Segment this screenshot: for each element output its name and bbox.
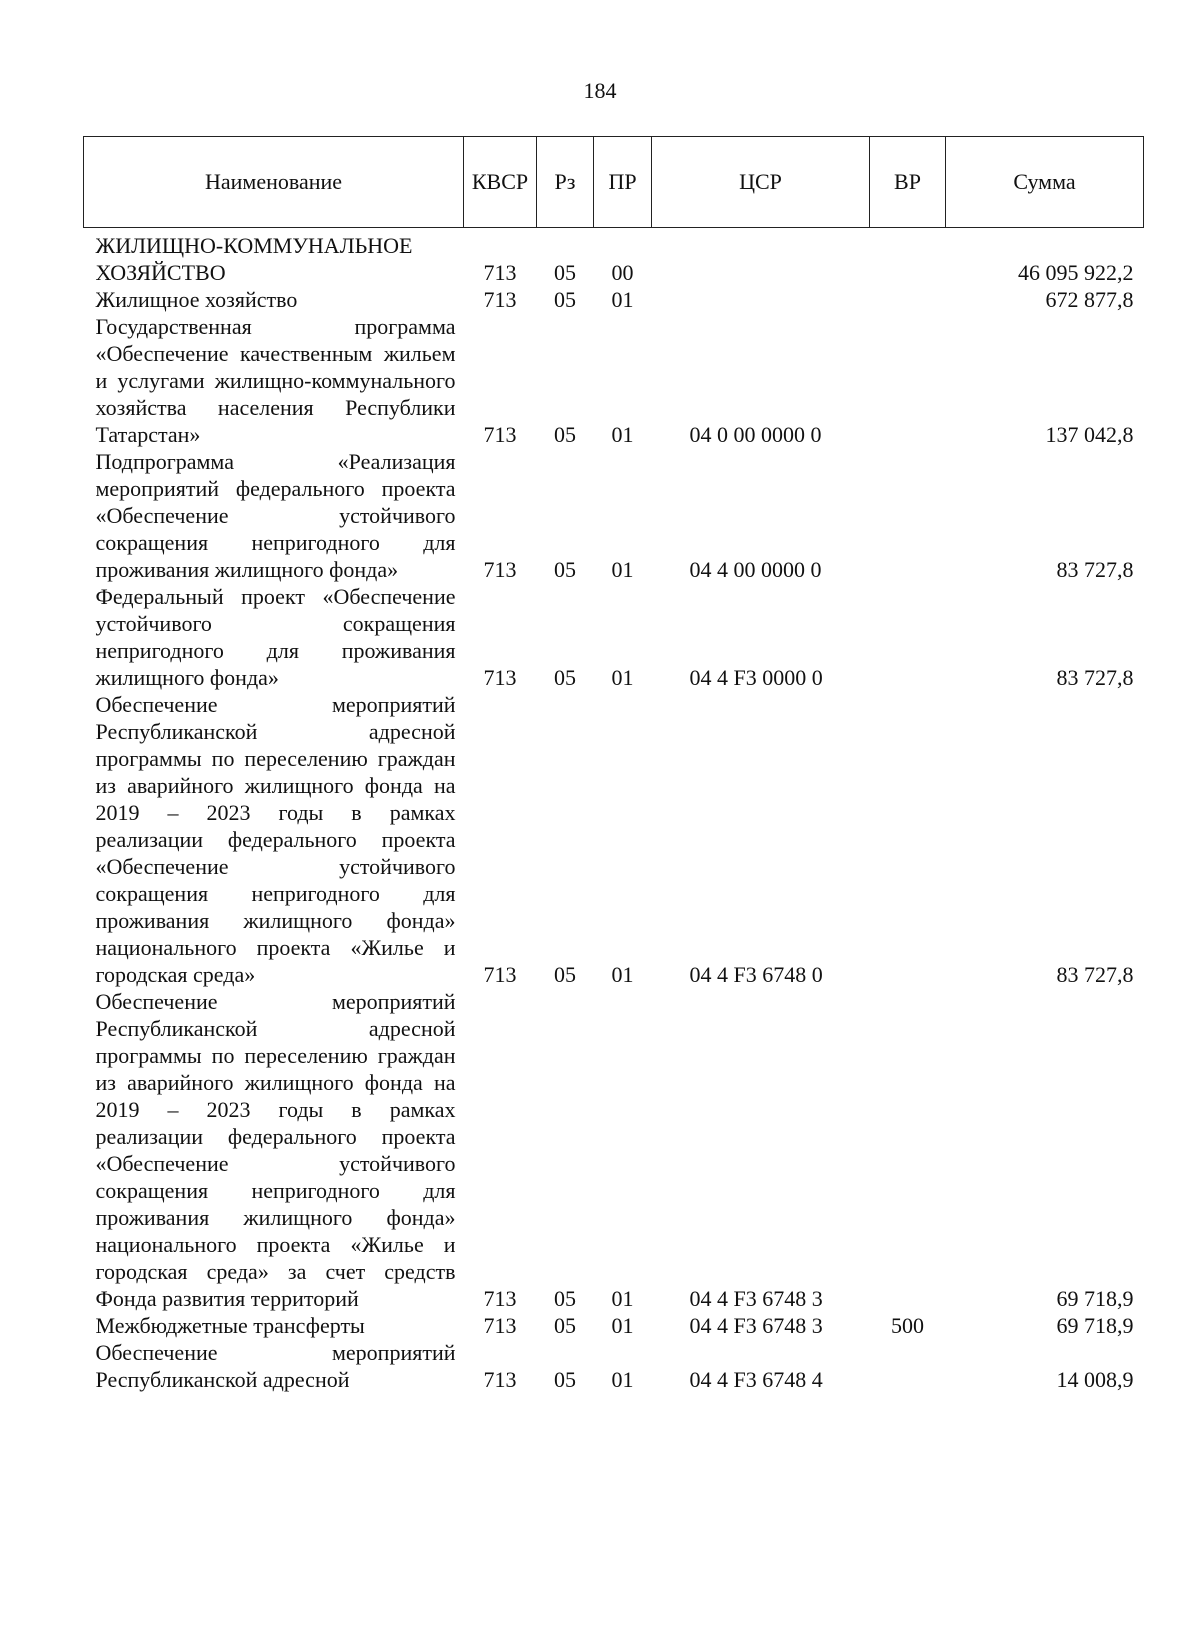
row-kvsr: 713 xyxy=(483,665,517,690)
row-pr: 01 xyxy=(611,962,634,987)
row-rz: 05 xyxy=(554,287,576,312)
table-row xyxy=(84,1312,1144,1339)
row-sum: 83 727,8 xyxy=(1056,557,1134,582)
table-row xyxy=(84,313,1144,448)
row-pr: 01 xyxy=(611,1286,634,1311)
budget-table xyxy=(83,136,1144,1393)
row-sum: 69 718,9 xyxy=(1056,1313,1134,1338)
row-csr: 04 4 F3 6748 0 xyxy=(689,962,823,987)
row-csr: 04 4 F3 6748 3 xyxy=(689,1313,823,1338)
table-header-row xyxy=(84,137,1144,228)
row-name: Обеспечение мероприятий Республиканской адресной программы по переселению граждан из аварийного жилищного фонда на 2019 – 2023 годы в рамках реализации федерального проекта «Обеспечение устойчивого сокращения непригодного для проживания жилищного фонда» национального проекта «Жилье и городская среда» за счет средств Фонда развития территорий xyxy=(95,989,456,1311)
row-name: Межбюджетные трансферты xyxy=(95,1313,365,1338)
row-rz: 05 xyxy=(554,1313,576,1338)
row-csr: 04 4 F3 6748 3 xyxy=(689,1286,823,1311)
header-sum: Сумма xyxy=(946,137,1144,228)
row-kvsr: 713 xyxy=(483,1286,517,1311)
row-name: Подпрограмма «Реализация мероприятий федерального проекта «Обеспечение устойчивого сокращения непригодного для проживания жилищного фонда» xyxy=(95,449,456,582)
table-row xyxy=(84,286,1144,313)
row-pr: 00 xyxy=(611,260,634,285)
row-rz: 05 xyxy=(554,260,576,285)
header-rz: Рз xyxy=(537,137,594,228)
row-vr xyxy=(870,988,946,1312)
row-vr xyxy=(870,691,946,988)
row-name: Государственная программа «Обеспечение качественным жильем и услугами жилищно-коммунального хозяйства населения Республики Татарстан» xyxy=(95,314,456,447)
row-kvsr: 713 xyxy=(483,422,517,447)
header-kvsr: КВСР xyxy=(464,137,537,228)
row-kvsr: 713 xyxy=(483,260,517,285)
row-vr xyxy=(870,583,946,691)
row-sum: 46 095 922,2 xyxy=(1018,260,1134,285)
row-vr xyxy=(870,228,946,287)
header-vr: ВР xyxy=(870,137,946,228)
row-vr xyxy=(870,286,946,313)
row-kvsr: 713 xyxy=(483,1367,517,1392)
row-csr: 04 4 F3 0000 0 xyxy=(689,665,823,690)
row-csr xyxy=(652,228,870,287)
table-row xyxy=(84,988,1144,1312)
row-name: Федеральный проект «Обеспечение устойчивого сокращения непригодного для проживания жилищного фонда» xyxy=(95,584,456,690)
row-name: Обеспечение мероприятий Республиканской адресной xyxy=(95,1340,456,1392)
row-sum: 672 877,8 xyxy=(1045,287,1134,312)
row-name: Обеспечение мероприятий Республиканской адресной программы по переселению граждан из аварийного жилищного фонда на 2019 – 2023 годы в рамках реализации федерального проекта «Обеспечение устойчивого сокращения непригодного для проживания жилищного фонда» национального проекта «Жилье и городская среда» xyxy=(95,692,456,987)
row-rz: 05 xyxy=(554,1286,576,1311)
row-sum: 83 727,8 xyxy=(1056,962,1134,987)
header-pr: ПР xyxy=(594,137,652,228)
row-rz: 05 xyxy=(554,962,576,987)
row-vr xyxy=(870,313,946,448)
row-csr: 04 4 00 0000 0 xyxy=(689,557,822,582)
row-rz: 05 xyxy=(554,422,576,447)
row-rz: 05 xyxy=(554,1367,576,1392)
row-sum: 69 718,9 xyxy=(1056,1286,1134,1311)
table-row xyxy=(84,228,1144,287)
row-vr: 500 xyxy=(891,1313,924,1338)
row-csr: 04 4 F3 6748 4 xyxy=(689,1367,823,1392)
row-sum: 83 727,8 xyxy=(1056,665,1134,690)
row-pr: 01 xyxy=(611,1313,634,1338)
row-pr: 01 xyxy=(611,665,634,690)
header-csr: ЦСР xyxy=(652,137,870,228)
row-pr: 01 xyxy=(611,287,634,312)
row-csr: 04 0 00 0000 0 xyxy=(689,422,822,447)
row-kvsr: 713 xyxy=(483,1313,517,1338)
row-kvsr: 713 xyxy=(483,287,517,312)
row-kvsr: 713 xyxy=(483,962,517,987)
row-vr xyxy=(870,1339,946,1393)
row-sum: 137 042,8 xyxy=(1045,422,1134,447)
row-kvsr: 713 xyxy=(483,557,517,582)
row-csr xyxy=(652,286,870,313)
page-number: 184 xyxy=(583,78,617,103)
header-name: Наименование xyxy=(84,137,464,228)
row-pr: 01 xyxy=(611,1367,634,1392)
table-row xyxy=(84,691,1144,988)
row-name: Жилищное хозяйство xyxy=(95,287,298,312)
row-vr xyxy=(870,448,946,583)
table-row xyxy=(84,583,1144,691)
table-row xyxy=(84,448,1144,583)
row-pr: 01 xyxy=(611,422,634,447)
row-sum: 14 008,9 xyxy=(1056,1367,1134,1392)
row-rz: 05 xyxy=(554,665,576,690)
table-row xyxy=(84,1339,1144,1393)
row-name: ЖИЛИЩНО-КОММУНАЛЬНОЕ ХОЗЯЙСТВО xyxy=(95,233,413,285)
row-rz: 05 xyxy=(554,557,576,582)
row-pr: 01 xyxy=(611,557,634,582)
